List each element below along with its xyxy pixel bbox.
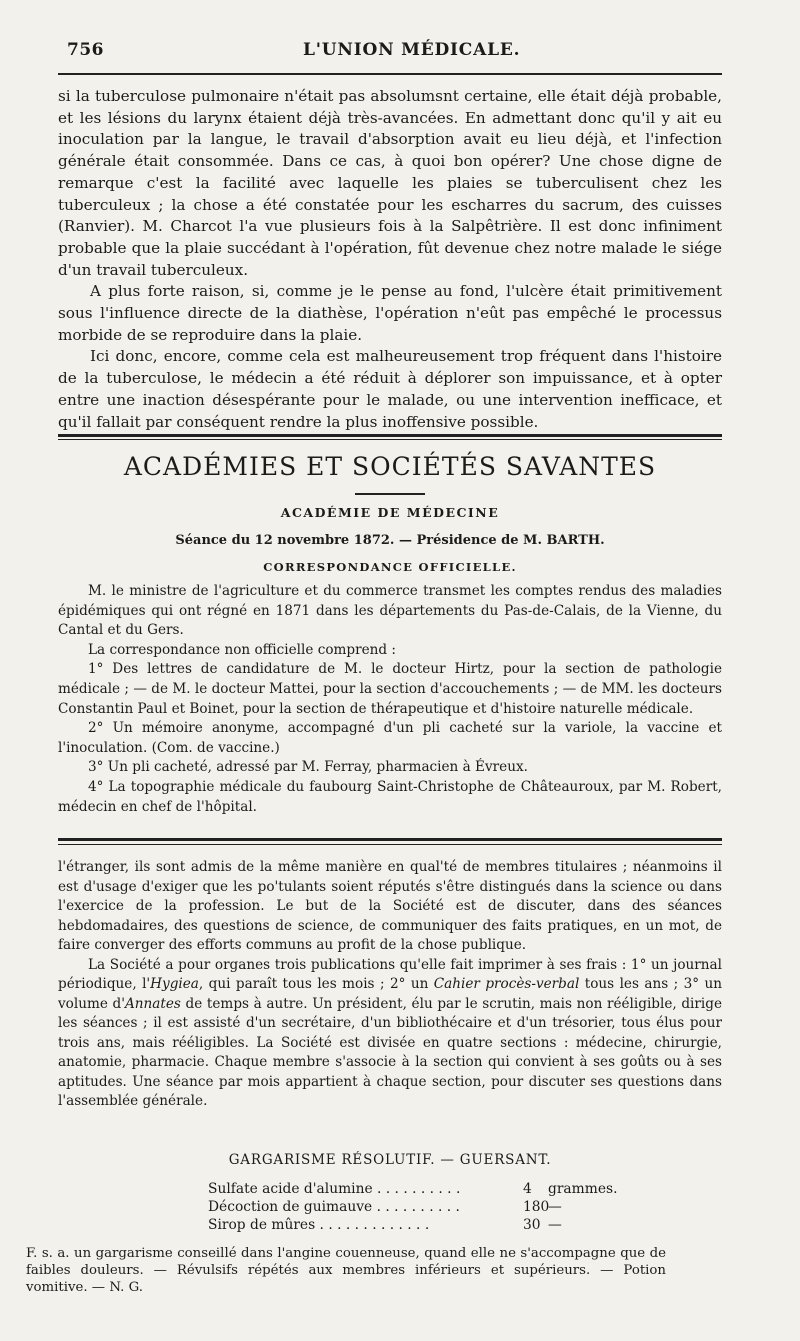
ingredient-unit: grammes.: [548, 1181, 618, 1197]
journal-name: Hygiea: [150, 976, 199, 992]
correspondence-title: CORRESPONDANCE OFFICIELLE.: [263, 560, 517, 574]
correspondence-paragraph: 3° Un pli cacheté, adressé par M. Ferray, pharmacien à Évreux.: [88, 759, 528, 776]
correspondence-paragraph: 2° Un mémoire anonyme, accompagné d'un pli cacheté sur la variole, la vaccine et l'inoculation. (Com. de vaccine.): [58, 720, 722, 756]
running-title: L'UNION MÉDICALE.: [303, 40, 521, 60]
article-paragraph: si la tuberculose pulmonaire n'était pas absolumsnt certaine, elle était déjà probable, et les lésions du larynx étaient déjà très-avancées. En admettant donc qu'il y ait eu inoculation par la langue, le travail d'absorption avait eu lieu déjà, et l'infection générale était consommée. Dans ce cas, à quoi bon opérer? Une chose digne de remarque c'est la facilité avec laquelle les plaies se tuberculisent chez les tuberculeux ; la chose a été constatée pour les escharres du sacrum, des cuisses (Ranvier). M. Charcot l'a vue plusieurs fois à la Salpêtrière. Il est donc infiniment probable que la plaie succédant à l'opération, fût devenue chez notre malade le siége d'un travail tuberculeux.: [58, 87, 722, 279]
recipe-title: GARGARISME RÉSOLUTIF. — GUERSANT.: [228, 1152, 552, 1168]
text-run: , qui paraît tous les mois ; 2° un: [198, 976, 434, 992]
ingredient-row: [208, 1198, 598, 1216]
ingredient-quantity: 30: [523, 1217, 541, 1233]
correspondence-paragraph: 4° La topographie médicale du faubourg Saint-Christophe de Châteauroux, par M. Robert, médecin en chef de l'hôpital.: [58, 778, 722, 815]
text-run: La Société a pour organes trois publications qu'elle fait imprimer à ses frais : 1° un journal périodique, l': [58, 956, 722, 992]
feuilleton-rule-thick: [58, 838, 722, 841]
page-number: 756: [67, 40, 104, 60]
section-title: ACADÉMIES ET SOCIÉTÉS SAVANTES: [123, 452, 657, 481]
section-rule-thin: [58, 439, 722, 440]
ingredient-unit: —: [548, 1199, 562, 1215]
correspondence-paragraph: 1° Des lettres de candidature de M. le docteur Hirtz, pour la section de pathologie médicale ; — de M. le docteur Mattei, pour la section d'accouchements ; — de MM. les docteurs Constantin Paul et Boinet, pour la section de thérapeutique et d'histoire naturelle médicale.: [58, 661, 722, 717]
academy-title: ACADÉMIE DE MÉDECINE: [280, 505, 500, 520]
ingredient-name: Décoction de guimauve . . . . . . . . . .: [208, 1199, 460, 1215]
ingredient-name: Sirop de mûres . . . . . . . . . . . . .: [208, 1217, 430, 1233]
recipe-note-text: F. s. a. un gargarisme conseillé dans l'angine couenneuse, quand elle ne s'accompagne que de faibles douleurs. — Révulsifs répétés aux membres inférieurs et supérieurs. — Potion vomitive. — N. G.: [26, 1246, 666, 1295]
publication-name: Cahier procès-verbal: [433, 976, 580, 992]
recipe-ingredients: [208, 1180, 618, 1234]
ingredient-unit: —: [548, 1217, 562, 1233]
ingredient-row: [208, 1216, 598, 1234]
title-underline: [355, 493, 425, 495]
seance-line: Séance du 12 novembre 1872. — Présidence de M. BARTH.: [175, 533, 605, 548]
ingredient-row: [208, 1180, 618, 1198]
text-run: tous les ans ; 3° un volume d': [58, 976, 723, 1012]
publication-name: Annates: [124, 995, 181, 1012]
correspondence-paragraph: M. le ministre de l'agriculture et du commerce transmet les comptes rendus des maladies épidémiques qui ont régné en 1871 dans les départements du Pas-de-Calais, de la Vienne, du Cantal et du Gers.: [58, 583, 722, 639]
section-rule-thick: [58, 434, 722, 437]
correspondence-paragraph: La correspondance non officielle comprend :: [88, 641, 397, 658]
article-paragraph: A plus forte raison, si, comme je le pense au fond, l'ulcère était primitivement sous l'influence directe de la diathèse, l'opération n'eût pas empêché le processus morbide de se reproduire dans la plaie.: [58, 282, 722, 344]
society-paragraph: l'étranger, ils sont admis de la même manière en qual'té de membres titulaires ; néanmoins il est d'usage d'exiger que les po'tulants soient réputés s'être distingués dans la science ou dans l'exercice de la profession. Le but de la Société est de discuter, dans des séances hebdomadaires, des questions de science, de communiquer des faits pratiques, en un mot, de faire converger des efforts communs au profit de la chose publique.: [58, 859, 722, 953]
text-run: de temps à autre. Un président, élu par le scrutin, mais non rééligible, dirige les séances ; il est assisté d'un secrétaire, d'un bibliothécaire et d'un trésorier, tous élus pour trois ans, mais rééligibles. La Société est divisée en quatre sections : médecine, chirurgie, anatomie, pharmacie. Chaque membre s'associe à la section qui convient à ses goûts ou à ses aptitudes. Une séance par mois appartient à chaque section, pour discuter ses questions dans l'assemblée générale.: [58, 995, 722, 1109]
ingredient-quantity: 4: [523, 1181, 532, 1197]
page-header: [58, 40, 722, 64]
article-end: [58, 86, 722, 433]
feuilleton-rule-thin: [58, 844, 722, 845]
society-text: [58, 858, 722, 1112]
correspondence-text: [58, 582, 722, 817]
article-paragraph: Ici donc, encore, comme cela est malheureusement trop fréquent dans l'histoire de la tuberculose, le médecin a été réduit à déplorer son impuissance, et à opter entre une inaction désespérante pour le malade, ou une intervention inefficace, et qu'il fallait par conséquent rendre la plus inoffensive possible.: [58, 347, 722, 431]
header-rule: [58, 73, 722, 75]
society-paragraph: [58, 956, 722, 1112]
ingredient-quantity: 180: [523, 1199, 550, 1215]
ingredient-name: Sulfate acide d'alumine . . . . . . . . . .: [208, 1181, 461, 1197]
recipe-note: [26, 1245, 666, 1296]
